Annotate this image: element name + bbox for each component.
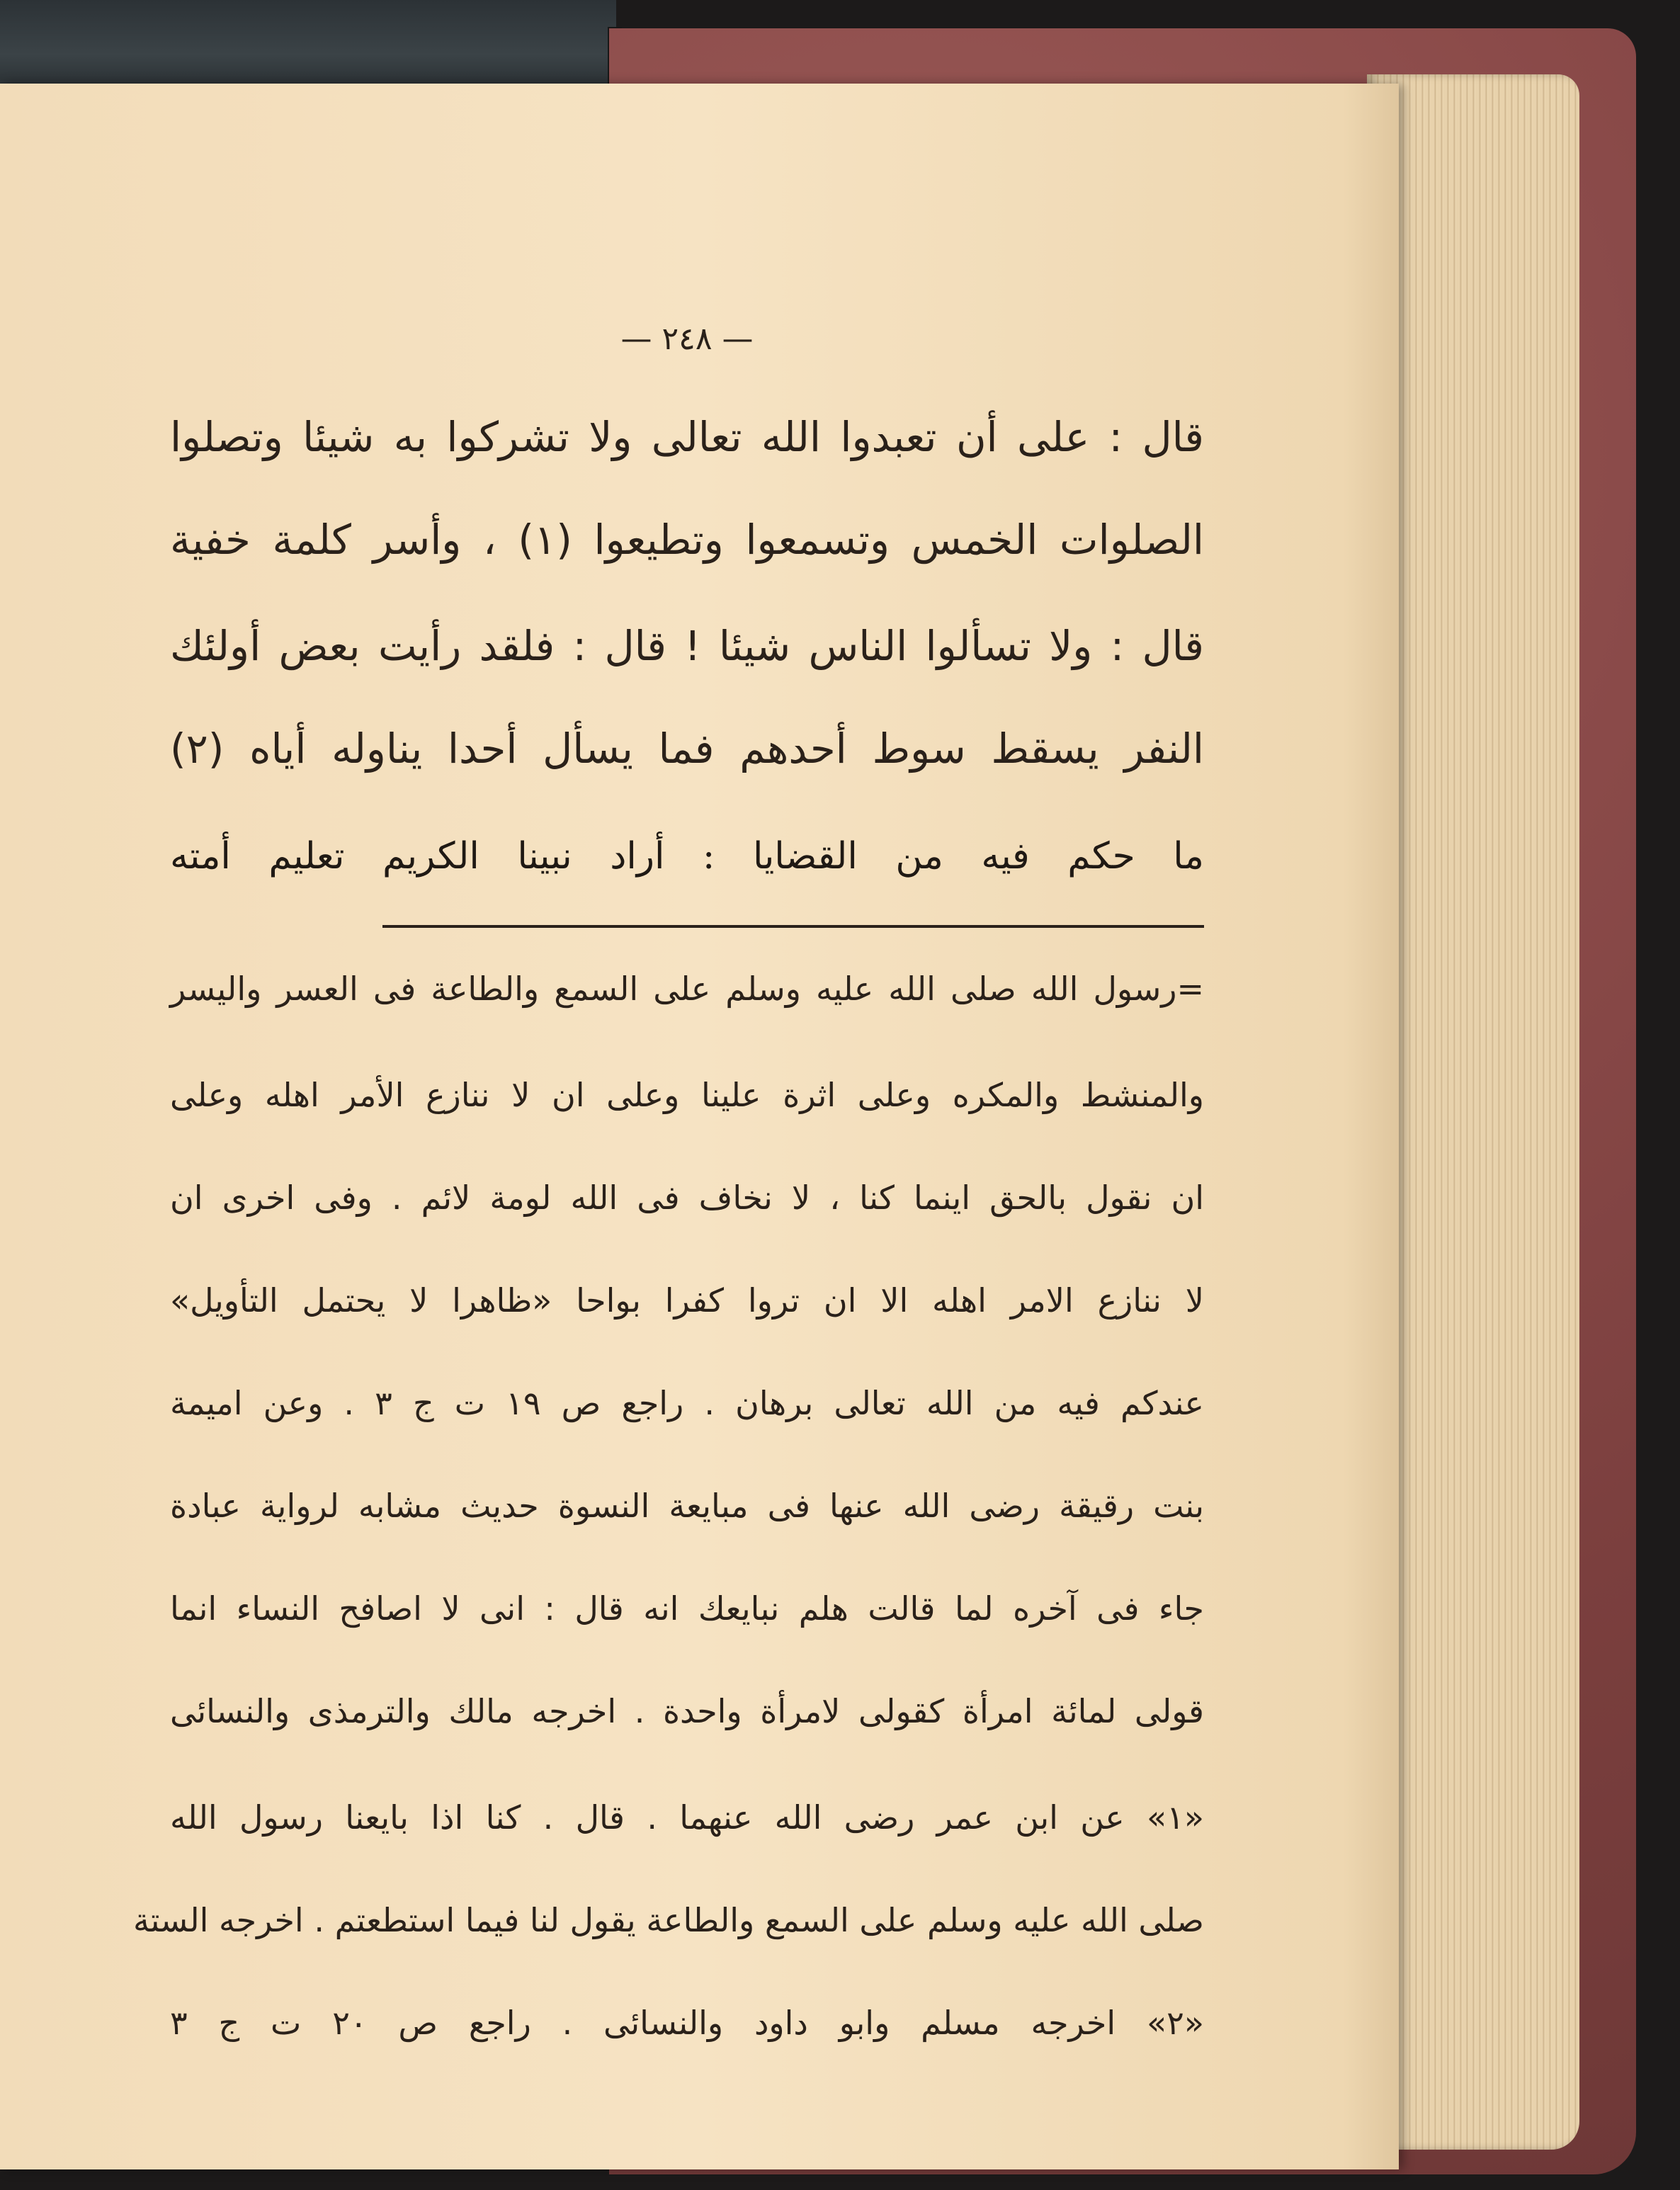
footnote-line: ان نقول بالحق اينما كنا ، لا نخاف فى الله لومة لائم . وفى اخرى ان bbox=[170, 1179, 1204, 1217]
footnote-line: «٢» اخرجه مسلم وابو داود والنسائى . راجع ص ٢٠ ت ج ٣ bbox=[170, 2004, 1204, 2042]
footnote-line: عندكم فيه من الله تعالى برهان . راجع ص ١٩ ت ج ٣ . وعن اميمة bbox=[170, 1384, 1204, 1422]
main-text-line: النفر يسقط سوط أحدهم فما يسأل أحدا يناوله أياه (٢) bbox=[170, 725, 1204, 773]
footnote-line: قولى لمائة امرأة كقولى لامرأة واحدة . اخرجه مالك والترمذى والنسائى bbox=[170, 1692, 1204, 1730]
main-text-line: الصلوات الخمس وتسمعوا وتطيعوا (١) ، وأسر كلمة خفية bbox=[170, 516, 1204, 564]
book-page bbox=[0, 84, 1399, 2169]
page-number: — ٢٤٨ — bbox=[620, 321, 754, 357]
main-text-line: قال : ولا تسألوا الناس شيئا ! قال : فلقد رأيت بعض أولئك bbox=[170, 622, 1204, 670]
footnote-line: صلى الله عليه وسلم على السمع والطاعة يقول لنا فيما استطعتم . اخرجه الستة bbox=[133, 1901, 1204, 1939]
footnote-line: والمنشط والمكره وعلى اثرة علينا وعلى ان لا ننازع الأمر اهله وعلى bbox=[170, 1076, 1204, 1114]
footnote-line: =رسول الله صلى الله عليه وسلم على السمع والطاعة فى العسر واليسر bbox=[170, 970, 1204, 1008]
main-text-line: قال : على أن تعبدوا الله تعالى ولا تشركوا به شيئا وتصلوا bbox=[170, 413, 1204, 461]
footnote-line: «١» عن ابن عمر رضى الله عنهما . قال . كنا اذا بايعنا رسول الله bbox=[170, 1798, 1204, 1837]
page-edges bbox=[1367, 74, 1579, 2150]
footnote-line: لا ننازع الامر اهله الا ان تروا كفرا بواحا «ظاهرا لا يحتمل التأويل» bbox=[170, 1281, 1204, 1320]
footnote-line: بنت رقيقة رضى الله عنها فى مبايعة النسوة حديث مشابه لرواية عبادة bbox=[170, 1487, 1204, 1525]
footnote-line: جاء فى آخره لما قالت هلم نبايعك انه قال : انى لا اصافح النساء انما bbox=[170, 1589, 1204, 1628]
footnote-divider bbox=[382, 925, 1204, 928]
handwritten-note: ما حكم فيه من القضايا : أراد نبينا الكريم تعليم أمته bbox=[170, 835, 1204, 878]
